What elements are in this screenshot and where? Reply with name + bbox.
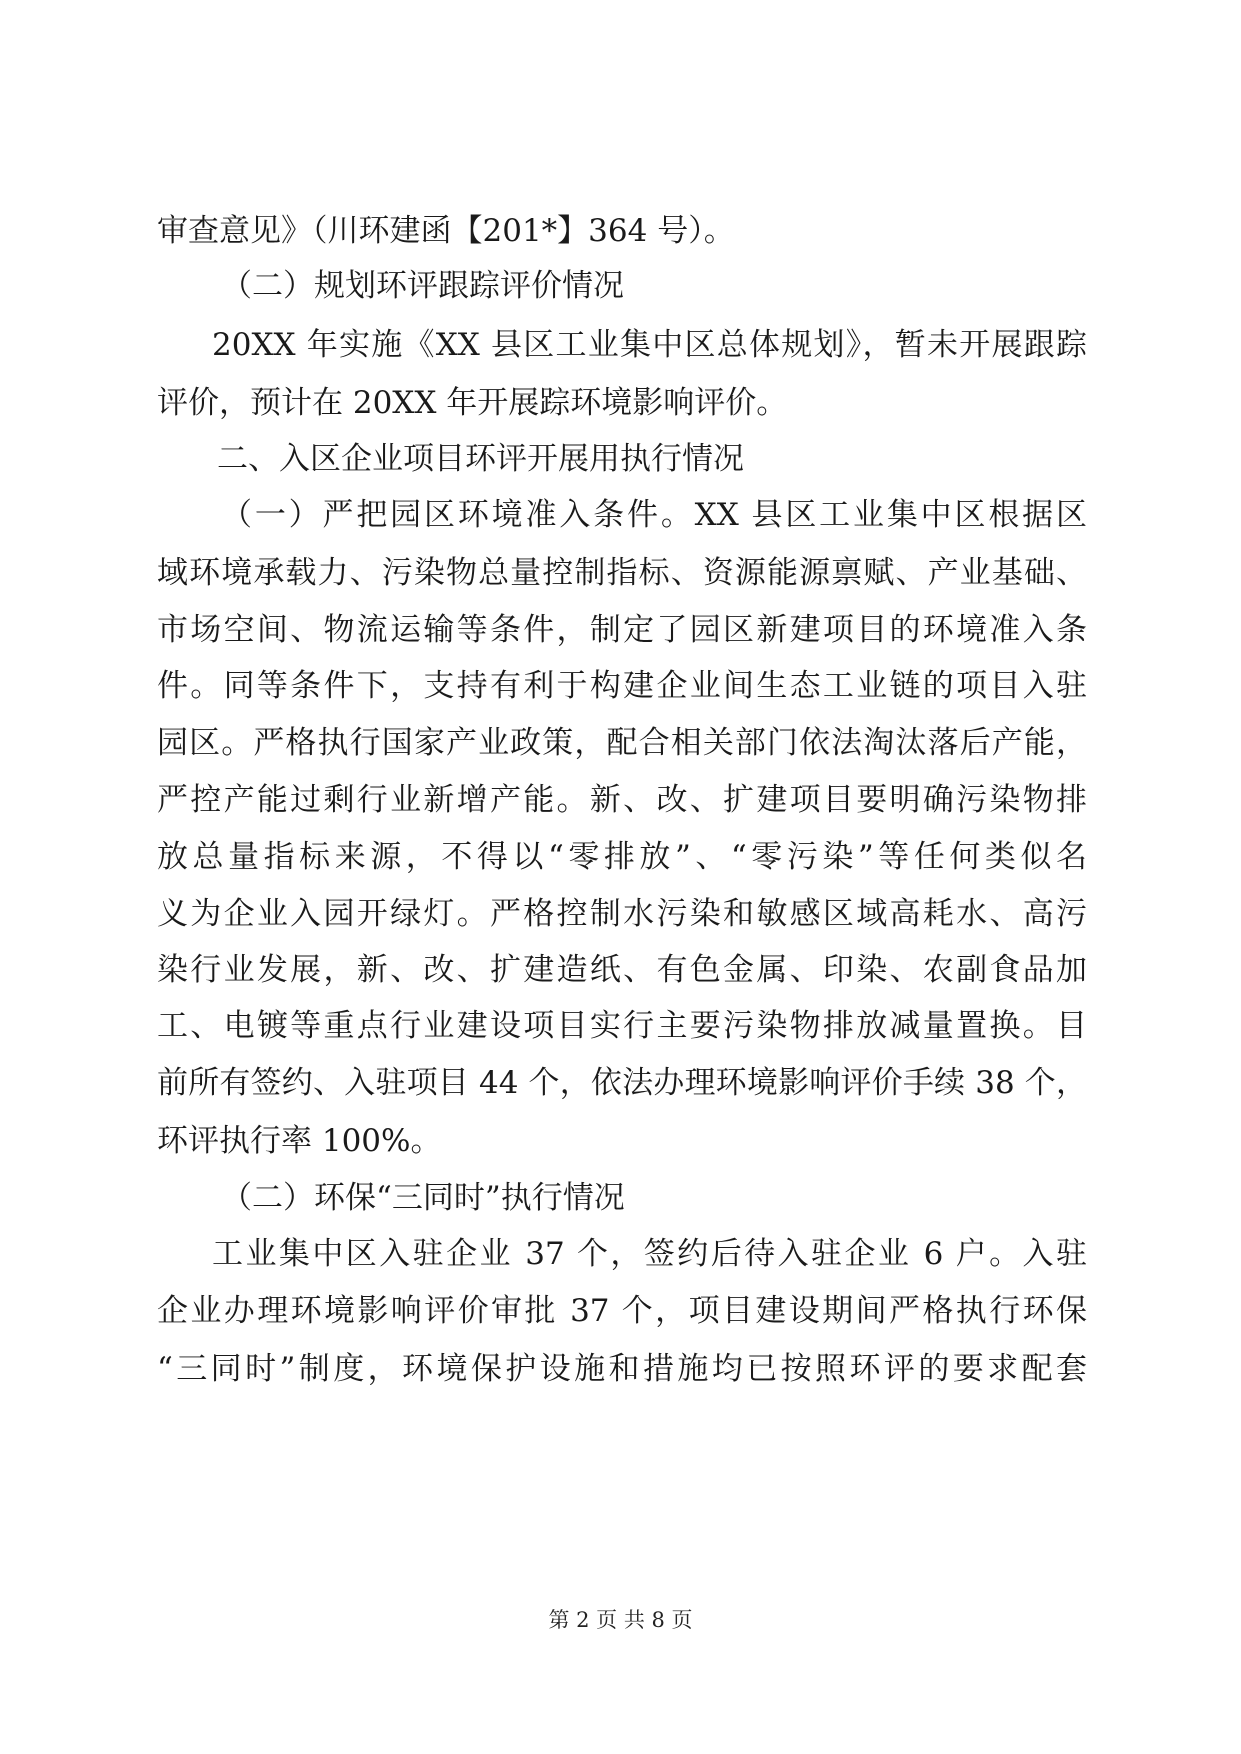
text-line-7: 域环境承载力、污染物总量控制指标、资源能源禀赋、产业基础、 <box>157 555 1087 591</box>
text-line-11: 严控产能过剩行业新增产能。新、改、扩建项目要明确污染物排 <box>157 782 1087 818</box>
section-heading-three-simultaneous: （二）环保“三同时”执行情况 <box>221 1180 625 1216</box>
text-line-10: 园区。严格执行国家产业政策，配合相关部门依法淘汰落后产能， <box>157 725 1087 761</box>
text-line-3: 20XX 年实施《XX 县区工业集中区总体规划》，暂未开展跟踪 <box>212 327 1087 363</box>
text-line-21: “三同时”制度，环境保护设施和措施均已按照环评的要求配套 <box>157 1351 1087 1387</box>
text-line-1: 审查意见》（川环建函【201*】364 号）。 <box>157 213 735 249</box>
text-line-17: 环评执行率 100%。 <box>157 1123 442 1159</box>
page-number-footer: 第 2 页 共 8 页 <box>548 1608 693 1632</box>
text-line-13: 义为企业入园开绿灯。严格控制水污染和敏感区域高耗水、高污 <box>157 896 1087 932</box>
section-heading-enterprise-eia: 二、入区企业项目环评开展用执行情况 <box>217 441 744 477</box>
text-line-6: （一）严把园区环境准入条件。XX 县区工业集中区根据区 <box>221 497 1087 533</box>
text-line-15: 工、电镀等重点行业建设项目实行主要污染物排放减量置换。目 <box>157 1008 1087 1044</box>
text-line-14: 染行业发展，新、改、扩建造纸、有色金属、印染、农副食品加 <box>157 952 1087 988</box>
text-line-19: 工业集中区入驻企业 37 个，签约后待入驻企业 6 户。入驻 <box>212 1236 1087 1272</box>
text-line-8: 市场空间、物流运输等条件，制定了园区新建项目的环境准入条 <box>157 612 1087 648</box>
text-line-9: 件。同等条件下，支持有利于构建企业间生态工业链的项目入驻 <box>157 668 1087 704</box>
section-heading-plan-tracking: （二）规划环评跟踪评价情况 <box>221 268 624 304</box>
text-line-20: 企业办理环境影响评价审批 37 个，项目建设期间严格执行环保 <box>157 1293 1087 1329</box>
text-line-12: 放总量指标来源，不得以“零排放”、“零污染”等任何类似名 <box>157 839 1087 875</box>
text-line-16: 前所有签约、入驻项目 44 个，依法办理环境影响评价手续 38 个， <box>157 1065 1087 1101</box>
text-line-4: 评价，预计在 20XX 年开展踪环境影响评价。 <box>157 385 788 421</box>
